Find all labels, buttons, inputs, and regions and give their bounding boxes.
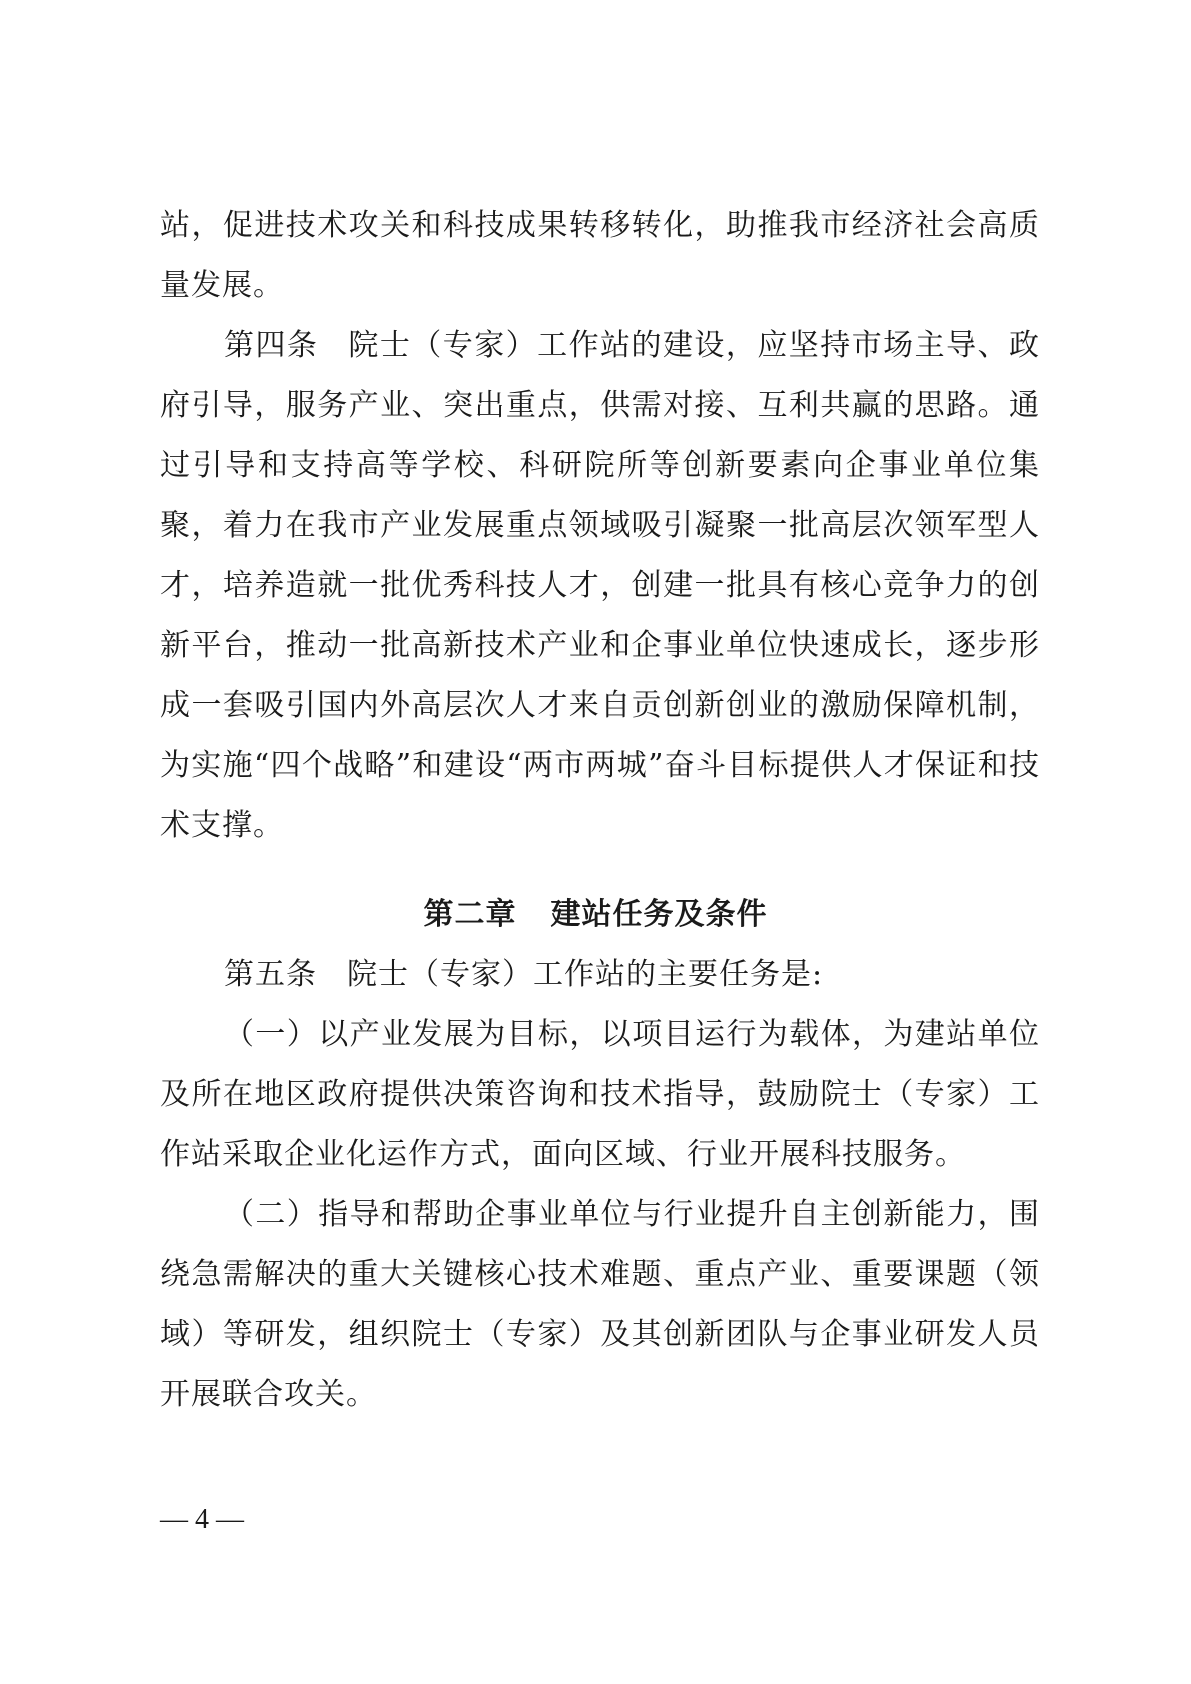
article-5-text: 院士（专家）工作站的主要任务是: [347,957,824,992]
chapter-number: 第二章 [423,897,517,932]
upper-text-block [160,196,1040,856]
chapter-title: 建站任务及条件 [550,897,768,932]
article-4 [160,316,1040,856]
lower-text-block [160,945,1040,1425]
list-item-1: （一）以产业发展为目标，以项目运行为载体，为建站单位及所在地区政府提供决策咨询和技术指导，鼓励院士（专家）工作站采取企业化运作方式，面向区域、行业开展科技服务。 [160,1017,1040,1172]
list-item-2: （二）指导和帮助企事业单位与行业提升自主创新能力，围绕急需解决的重大关键核心技术难题、重点产业、重要课题（领域）等研发，组织院士（专家）及其创新团队与企事业研发人员开展联合攻关。 [160,1197,1040,1412]
article-4-text: 院士（专家）工作站的建设，应坚持市场主导、政府引导，服务产业、突出重点，供需对接、互利共赢的思路。通过引导和支持高等学校、科研院所等创新要素向企事业单位集聚，着力在我市产业发展重点领域吸引凝聚一批高层次领军型人才，培养造就一批优秀科技人才，创建一批具有核心竞争力的创新平台，推动一批高新技术产业和企事业单位快速成长，逐步形成一套吸引国内外高层次人才来自贡创新创业的激励保障机制，为实施“四个战略”和建设“两市两城”奋斗目标提供人才保证和技术支撑。 [160,328,1040,843]
page-number: — 4 — [160,1504,244,1535]
article-5 [160,945,1040,1005]
chapter-heading [0,890,1191,940]
top-paragraph: 站，促进技术攻关和科技成果转移转化，助推我市经济社会高质量发展。 [160,208,1040,303]
article-4-number: 第四条 [224,328,319,363]
article-5-number: 第五条 [224,957,317,992]
